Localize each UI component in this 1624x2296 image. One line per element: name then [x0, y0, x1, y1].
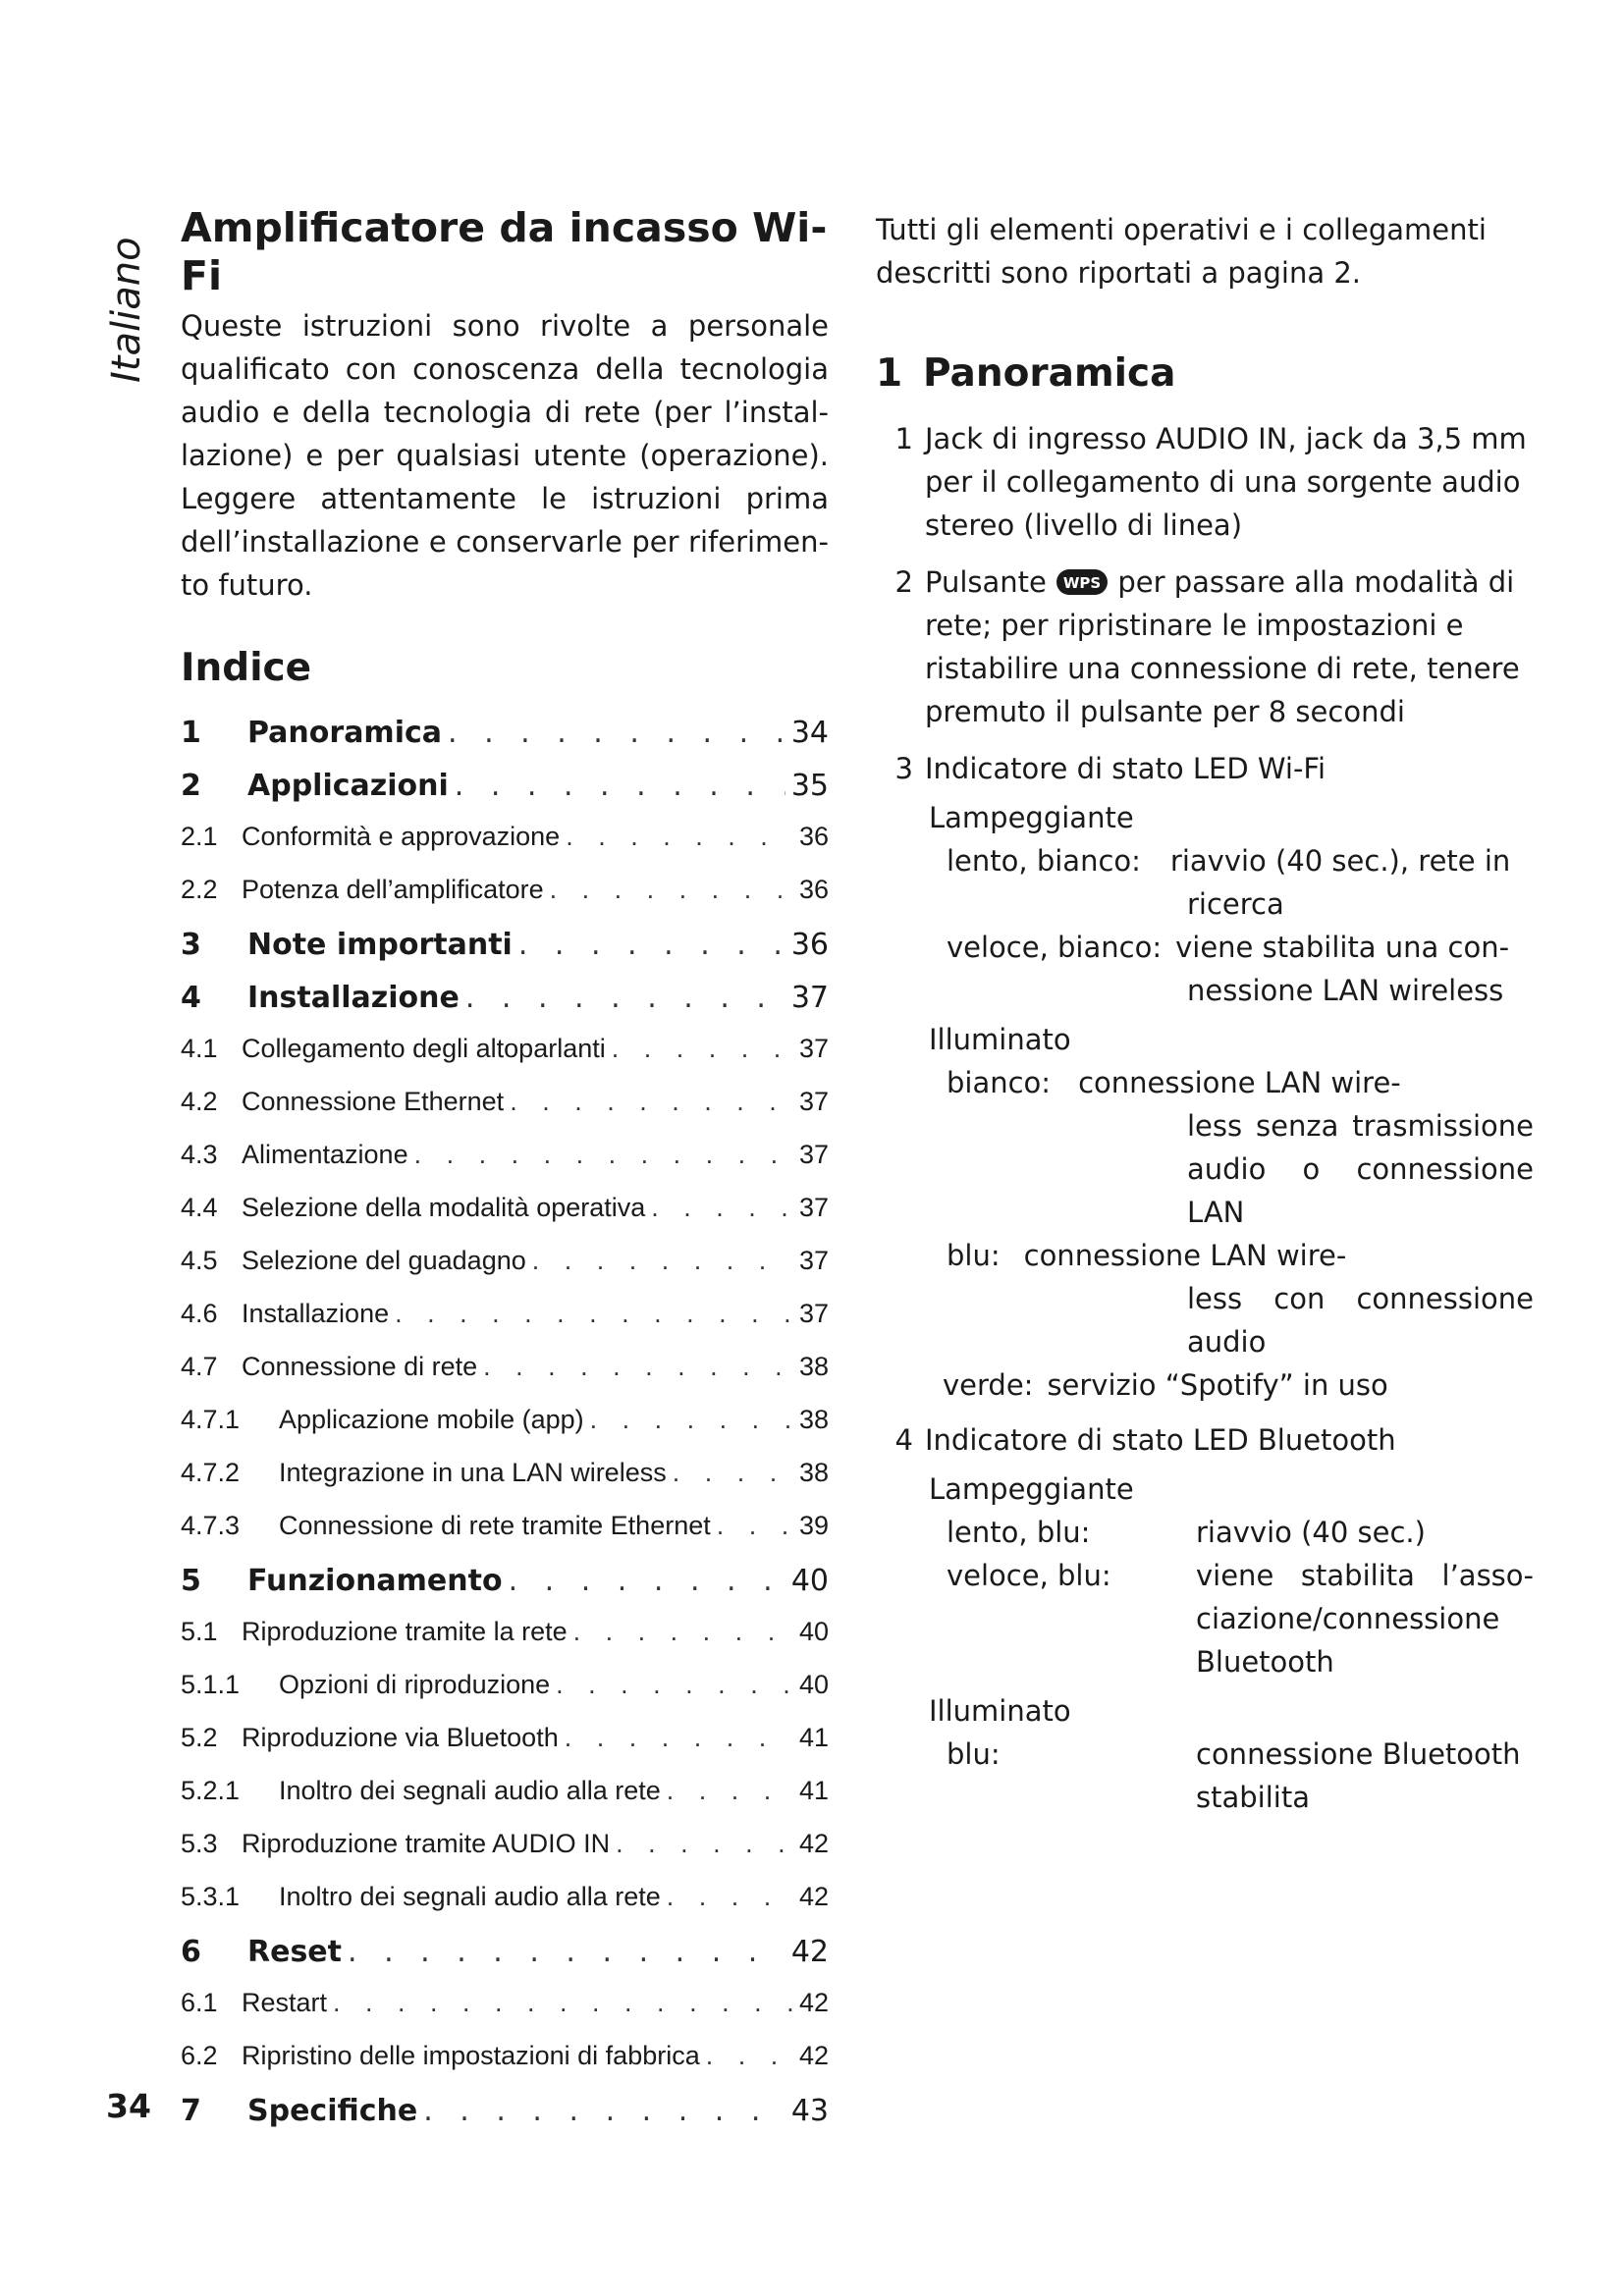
toc-entry-title: Applicazione mobile (app)	[279, 1405, 584, 1435]
left-column	[181, 204, 829, 2147]
toc-entry	[181, 875, 829, 928]
toc-entry-page: 40	[798, 1617, 829, 1647]
toc-entry-page: 37	[798, 1087, 829, 1117]
panorama-heading-title: Panoramica	[923, 351, 1176, 396]
toc-entry	[181, 981, 829, 1034]
toc-entry-page: 39	[798, 1511, 829, 1541]
toc-entry-page: 38	[798, 1405, 829, 1435]
toc-leader-dots	[423, 2094, 785, 2128]
intro-paragraph: Queste istruzioni sono rivolte a personale qualificato con conoscenza della tecnologia audio e della tecnologia di rete (per l’installazione) e per qualsiasi utente (operazione). Leggere attentamente le istruzioni prima dell’installazione e conservarle per riferimento futuro.	[181, 309, 829, 603]
toc-leader-dots	[414, 1140, 793, 1170]
toc-entry-title: Riproduzione via Bluetooth	[242, 1723, 559, 1753]
wifi-led-states	[876, 796, 1534, 1407]
toc-entry	[181, 1988, 829, 2041]
toc-entry-number: 4.7.2	[181, 1458, 241, 1488]
toc-leader-dots	[706, 2041, 793, 2071]
toc-leader-dots	[556, 1670, 793, 1700]
state-value: connessione LAN wire-	[1023, 1238, 1347, 1272]
toc-leader-dots	[651, 1193, 793, 1223]
state-value-cont: less senza trasmissione audio o connessione LAN	[1187, 1108, 1534, 1229]
state-value-cont: less con connessione audio	[1187, 1281, 1534, 1359]
toc-entry-number: 5.1.1	[181, 1670, 241, 1700]
wps-post-text: per passare alla modalità di rete; per ripristinare le impostazioni e ristabilire una connessione di rete, tenere premuto il pulsante per 8 secondi	[925, 564, 1520, 728]
toc-entry	[181, 1776, 829, 1829]
toc-leader-dots	[667, 1882, 793, 1912]
toc-entry	[181, 1882, 829, 1935]
panorama-heading-number: 1	[876, 351, 903, 396]
toc-entry	[181, 1193, 829, 1246]
toc-entry-title: Connessione di rete	[242, 1352, 478, 1382]
toc-entry	[181, 1670, 829, 1723]
toc-entry-number: 5.1	[181, 1617, 218, 1647]
toc-entry-page: 37	[790, 981, 829, 1016]
state-value-cont: ricerca	[1187, 886, 1284, 921]
toc-entry-title: Connessione di rete tramite Ethernet	[279, 1511, 711, 1541]
bt-state-slow-blue	[876, 1511, 1534, 1554]
toc-leader-dots	[348, 1935, 785, 1969]
document-title: Amplificatore da incasso Wi-Fi	[181, 204, 828, 300]
state-key: blu:	[947, 1736, 1001, 1771]
toc-entry-number: 4.1	[181, 1034, 218, 1064]
wps-pre-text: Pulsante	[925, 564, 1047, 599]
overview-item-4	[876, 1418, 1534, 1462]
toc-entry-number: 5.3.1	[181, 1882, 241, 1912]
overview-item-text: Indicatore di stato LED Wi-Fi	[925, 751, 1326, 785]
toc-entry-number: 7	[181, 2094, 201, 2129]
toc-entry	[181, 2041, 829, 2094]
toc-entry-page: 36	[798, 822, 829, 852]
state-value: viene stabilita una con-	[1175, 930, 1510, 964]
bt-lit-title: Illuminato	[929, 1693, 1071, 1728]
toc-entry-page: 36	[798, 875, 829, 905]
wifi-state-white	[876, 1061, 1534, 1104]
toc-entry-number: 6.2	[181, 2041, 218, 2071]
toc-entry	[181, 1564, 829, 1617]
toc-entry-number: 2	[181, 769, 201, 804]
toc-entry-title: Inoltro dei segnali audio alla rete	[279, 1882, 661, 1912]
bluetooth-led-states	[876, 1468, 1534, 1819]
toc-leader-dots	[717, 1511, 793, 1541]
state-key: lento, blu:	[947, 1515, 1091, 1549]
toc-entry-page: 42	[798, 1882, 829, 1912]
toc-entry-number: 5	[181, 1564, 201, 1599]
toc-entry-title: Note importanti	[247, 928, 513, 963]
toc-entry-title: Riproduzione tramite AUDIO IN	[242, 1829, 611, 1859]
state-key: veloce, bianco:	[947, 930, 1163, 964]
toc-entry-page: 43	[790, 2094, 829, 2129]
toc-entry-title: Connessione Ethernet	[242, 1087, 505, 1117]
toc-entry-number: 4	[181, 981, 201, 1016]
toc-entry	[181, 1935, 829, 1988]
toc-leader-dots	[667, 1776, 793, 1806]
toc-leader-dots	[510, 1087, 793, 1117]
toc-entry-number: 4.7.3	[181, 1511, 241, 1541]
toc-entry-page: 37	[798, 1140, 829, 1170]
toc-entry-number: 2.1	[181, 822, 218, 852]
toc-leader-dots	[532, 1246, 793, 1276]
toc-entry-title: Reset	[247, 1935, 342, 1970]
toc-entry-page: 40	[790, 1564, 829, 1599]
toc-entry-page: 37	[798, 1246, 829, 1276]
toc-entry-title: Panoramica	[247, 716, 443, 751]
toc-entry	[181, 822, 829, 875]
language-side-label	[96, 208, 155, 385]
toc-entry	[181, 1087, 829, 1140]
toc-entry-number: 4.6	[181, 1299, 218, 1329]
toc-entry-number: 5.3	[181, 1829, 218, 1859]
toc-entry-number: 4.4	[181, 1193, 218, 1223]
toc-entry-title: Ripristino delle impostazioni di fabbrica	[242, 2041, 700, 2071]
toc-leader-dots	[333, 1988, 793, 2018]
toc-leader-dots	[483, 1352, 793, 1382]
overview-item-number: 1	[894, 421, 913, 455]
state-key: blu:	[947, 1238, 1001, 1272]
state-value: viene stabilita l’associazione/connessione Bluetooth	[1196, 1558, 1534, 1679]
state-value: servizio “Spotify” in uso	[1047, 1367, 1388, 1402]
toc-entry-title: Collegamento degli altoparlanti	[242, 1034, 606, 1064]
toc-leader-dots	[465, 981, 785, 1015]
toc-entry-title: Riproduzione tramite la rete	[242, 1617, 568, 1647]
toc-leader-dots	[673, 1458, 793, 1488]
state-key: verde:	[943, 1367, 1034, 1402]
lead-paragraph: Tutti gli elementi operativi e i collegamenti descritti sono riportati a pagina 2.	[876, 213, 1487, 290]
right-column	[876, 208, 1534, 1819]
state-value: riavvio (40 sec.), rete in	[1169, 843, 1511, 878]
toc-entry-title: Selezione della modalità operativa	[242, 1193, 646, 1223]
overview-item-2	[876, 561, 1534, 733]
table-of-contents	[181, 716, 829, 2147]
wifi-lit-title: Illuminato	[929, 1022, 1071, 1056]
wifi-state-fast-white	[876, 926, 1534, 969]
wifi-state-green	[876, 1363, 1534, 1407]
toc-entry-title: Funzionamento	[247, 1564, 503, 1599]
language-side-label-text: Italiano	[104, 237, 149, 383]
toc-entry	[181, 1405, 829, 1458]
overview-item-text: Jack di ingresso AUDIO IN, jack da 3,5 mm per il collegamento di una sorgente audio stereo (livello di linea)	[925, 421, 1527, 542]
toc-entry-title: Installazione	[247, 981, 460, 1016]
overview-item-text: Indicatore di stato LED Bluetooth	[925, 1422, 1396, 1457]
state-value-cont: nessione LAN wireless	[1187, 973, 1504, 1007]
toc-entry	[181, 2094, 829, 2147]
toc-entry-title: Alimentazione	[242, 1140, 408, 1170]
overview-item-number: 2	[894, 564, 913, 599]
toc-entry-page: 41	[798, 1776, 829, 1806]
overview-item-number: 3	[894, 751, 913, 785]
toc-entry-title: Selezione del guadagno	[242, 1246, 526, 1276]
toc-entry-number: 3	[181, 928, 201, 963]
toc-entry	[181, 1723, 829, 1776]
toc-entry-title: Applicazioni	[247, 769, 449, 804]
toc-entry-page: 35	[790, 769, 829, 804]
toc-entry-page: 38	[798, 1352, 829, 1382]
overview-item-1	[876, 417, 1534, 547]
wps-button-icon	[1056, 565, 1109, 595]
toc-entry-page: 41	[798, 1723, 829, 1753]
toc-entry-title: Conformità e approvazione	[242, 822, 561, 852]
toc-entry-title: Restart	[242, 1988, 328, 2018]
state-key: bianco:	[947, 1065, 1052, 1099]
toc-entry	[181, 1458, 829, 1511]
toc-entry-number: 4.5	[181, 1246, 218, 1276]
toc-entry-page: 37	[798, 1299, 829, 1329]
toc-entry-page: 36	[790, 928, 829, 963]
toc-entry-number: 5.2.1	[181, 1776, 241, 1806]
toc-entry	[181, 716, 829, 769]
toc-entry-page: 42	[798, 2041, 829, 2071]
toc-entry-number: 6	[181, 1935, 201, 1970]
toc-entry-page: 40	[798, 1670, 829, 1700]
toc-entry-page: 34	[790, 716, 829, 751]
toc-entry-number: 6.1	[181, 1988, 218, 2018]
toc-entry-page: 37	[798, 1034, 829, 1064]
toc-entry	[181, 1829, 829, 1882]
toc-entry-number: 1	[181, 716, 201, 751]
toc-entry	[181, 1246, 829, 1299]
toc-entry	[181, 1617, 829, 1670]
toc-entry	[181, 1034, 829, 1087]
toc-entry-title: Installazione	[242, 1299, 390, 1329]
state-value: riavvio (40 sec.)	[1196, 1515, 1426, 1549]
toc-leader-dots	[612, 1034, 793, 1064]
wifi-blink-title: Lampeggiante	[929, 800, 1134, 834]
toc-entry	[181, 1299, 829, 1352]
toc-leader-dots	[455, 769, 785, 803]
toc-entry-title: Inoltro dei segnali audio alla rete	[279, 1776, 661, 1806]
state-key: veloce, blu:	[947, 1558, 1111, 1592]
toc-entry-page: 42	[798, 1829, 829, 1859]
toc-heading: Indice	[181, 646, 312, 691]
state-value: connessione LAN wire-	[1078, 1065, 1401, 1099]
toc-entry-number: 4.3	[181, 1140, 218, 1170]
toc-entry-title: Opzioni di riproduzione	[279, 1670, 551, 1700]
bt-state-blue	[876, 1733, 1534, 1819]
toc-leader-dots	[395, 1299, 793, 1329]
toc-leader-dots	[565, 1723, 793, 1753]
toc-leader-dots	[573, 1617, 793, 1647]
toc-entry	[181, 928, 829, 981]
toc-leader-dots	[590, 1405, 793, 1435]
toc-leader-dots	[550, 875, 793, 905]
toc-entry-page: 38	[798, 1458, 829, 1488]
wps-badge-label: WPS	[1062, 573, 1102, 592]
bt-blink-title: Lampeggiante	[929, 1471, 1134, 1506]
toc-leader-dots	[509, 1564, 785, 1598]
toc-entry-number: 5.2	[181, 1723, 218, 1753]
wifi-state-slow-white	[876, 839, 1534, 882]
overview-item-number: 4	[894, 1422, 913, 1457]
toc-leader-dots	[448, 716, 785, 750]
toc-entry-number: 4.2	[181, 1087, 218, 1117]
toc-entry-number: 4.7.1	[181, 1405, 241, 1435]
state-value: connessione Bluetooth stabilita	[1196, 1736, 1521, 1814]
toc-entry-page: 37	[798, 1193, 829, 1223]
toc-entry-title: Potenza dell’amplificatore	[242, 875, 544, 905]
overview-item-3	[876, 747, 1534, 790]
toc-entry-title: Integrazione in una LAN wireless	[279, 1458, 667, 1488]
bt-state-fast-blue	[876, 1554, 1534, 1683]
panorama-heading	[876, 351, 1534, 398]
toc-entry-page: 42	[798, 1988, 829, 2018]
state-key: lento, bianco:	[947, 843, 1141, 878]
toc-entry	[181, 769, 829, 822]
toc-entry-page: 42	[790, 1935, 829, 1970]
toc-entry	[181, 1140, 829, 1193]
toc-leader-dots	[616, 1829, 793, 1859]
wifi-state-blue	[876, 1234, 1534, 1277]
toc-entry-number: 4.7	[181, 1352, 218, 1382]
toc-leader-dots	[518, 928, 785, 962]
toc-entry	[181, 1511, 829, 1564]
toc-entry-title: Specifiche	[247, 2094, 418, 2129]
overview-item-text	[925, 561, 1534, 733]
toc-leader-dots	[566, 822, 793, 852]
toc-entry-number: 2.2	[181, 875, 218, 905]
toc-entry	[181, 1352, 829, 1405]
page-number: 34	[106, 2087, 151, 2125]
